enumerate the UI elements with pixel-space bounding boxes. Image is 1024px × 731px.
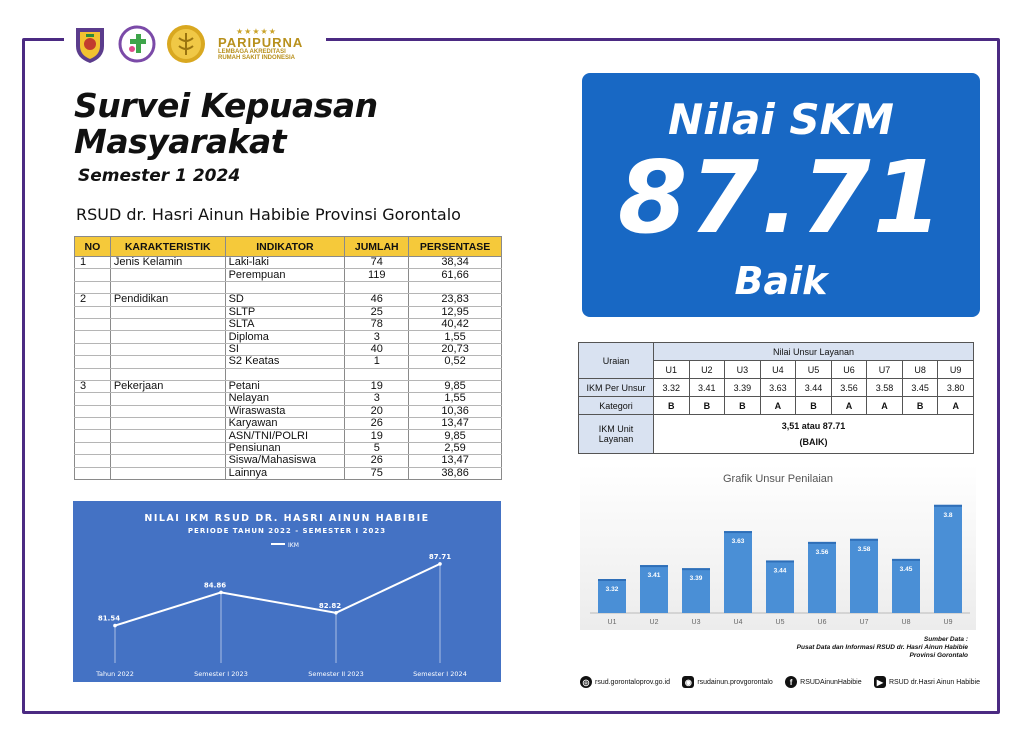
footer-facebook-text: RSUDAinunHabibie <box>800 678 862 686</box>
paripurna-subtitle-1: LEMBAGA AKREDITASI <box>218 48 286 55</box>
cell-no: 1 <box>75 257 111 269</box>
kategori-value: B <box>725 397 761 415</box>
cell-jumlah: 75 <box>345 467 409 479</box>
cell-no <box>75 418 111 430</box>
table-row <box>75 393 502 405</box>
skm-label: Nilai SKM <box>668 95 894 144</box>
x-tick-label: U9 <box>943 619 953 626</box>
ikm-unit-label-2: Layanan <box>598 434 634 444</box>
cell-jumlah: 19 <box>345 380 409 392</box>
footer-youtube[interactable] <box>874 676 980 688</box>
cell-persentase: 9,85 <box>409 380 502 392</box>
table-row <box>75 380 502 392</box>
cell-indikator: Perempuan <box>225 269 345 281</box>
cell-jumlah: 26 <box>345 455 409 467</box>
bar <box>934 505 962 613</box>
cell-indikator: Pensiunan <box>225 442 345 454</box>
cell-no <box>75 467 111 479</box>
cell-no <box>75 455 111 467</box>
paripurna-title: PARIPURNA <box>218 34 304 50</box>
cell-jumlah: 20 <box>345 405 409 417</box>
footer-instagram-text: rsudainun.provgorontalo <box>697 678 773 686</box>
source-line-3: Provinsi Gorontalo <box>909 652 968 659</box>
cell-persentase: 38,34 <box>409 257 502 269</box>
cell-persentase: 20,73 <box>409 343 502 355</box>
ikm-value: 3.63 <box>760 379 796 397</box>
unit-header: U2 <box>689 361 725 379</box>
cell-jumlah <box>345 281 409 293</box>
cell-persentase: 9,85 <box>409 430 502 442</box>
ikm-value: 3.45 <box>902 379 938 397</box>
bar-top <box>850 539 878 541</box>
cell-indikator <box>225 368 345 380</box>
ikm-unit-label-1: IKM Unit <box>598 424 634 434</box>
bar-top <box>934 505 962 507</box>
paripurna-badge <box>218 28 303 61</box>
footer-links <box>580 676 980 688</box>
logo-bar <box>72 22 303 66</box>
x-tick-label: U1 <box>607 619 617 626</box>
table-row <box>75 467 502 479</box>
youtube-icon: ▶ <box>874 676 886 688</box>
x-tick-label: U7 <box>859 619 869 626</box>
bar-value-label: 3.45 <box>899 565 913 573</box>
table-row <box>75 294 502 306</box>
ikm-unit-score: 3,51 atau 87.71 <box>781 421 846 431</box>
cell-no <box>75 442 111 454</box>
unsur-group-header: Nilai Unsur Layanan <box>654 343 974 361</box>
ikm-unit-label <box>579 415 654 454</box>
bar-top <box>724 531 752 533</box>
cell-jumlah: 1 <box>345 356 409 368</box>
ikm-value: 3.56 <box>831 379 867 397</box>
table-row <box>75 331 502 343</box>
cell-jumlah: 3 <box>345 331 409 343</box>
chart-subtitle: PERIODE TAHUN 2022 - SEMESTER I 2023 <box>187 527 387 535</box>
cell-karakteristik <box>110 467 225 479</box>
cell-persentase: 23,83 <box>409 294 502 306</box>
cell-indikator: Karyawan <box>225 418 345 430</box>
bar-top <box>892 559 920 561</box>
hospital-logo-icon <box>118 25 156 63</box>
cell-persentase: 61,66 <box>409 269 502 281</box>
unit-header: U9 <box>938 361 974 379</box>
data-label: 82.82 <box>318 601 342 610</box>
source-line-2: Pusat Data dan Informasi RSUD dr. Hasri Ainun Habibie <box>796 644 968 651</box>
cell-indikator: Siswa/Mahasiswa <box>225 455 345 467</box>
cell-indikator: SI <box>225 343 345 355</box>
unit-header: U8 <box>902 361 938 379</box>
footer-website[interactable] <box>580 676 670 688</box>
ikm-value: 3.44 <box>796 379 832 397</box>
ikm-unit-value <box>654 415 974 454</box>
table-row <box>75 430 502 442</box>
table-row <box>75 257 502 269</box>
cell-indikator: SD <box>225 294 345 306</box>
kategori-label: Kategori <box>579 397 654 415</box>
cell-no <box>75 393 111 405</box>
x-tick-label: Tahun 2022 <box>96 670 134 678</box>
cell-jumlah: 46 <box>345 294 409 306</box>
cell-no <box>75 430 111 442</box>
col-header-indikator: INDIKATOR <box>225 237 345 257</box>
cell-jumlah: 19 <box>345 430 409 442</box>
cell-indikator: Laki-laki <box>225 257 345 269</box>
cell-persentase: 0,52 <box>409 356 502 368</box>
bar-top <box>808 542 836 544</box>
respondent-table <box>74 236 502 480</box>
data-label: 84.86 <box>203 581 227 590</box>
cell-no: 3 <box>75 380 111 392</box>
bar-value-label: 3.56 <box>815 548 829 556</box>
cell-no: 2 <box>75 294 111 306</box>
globe-icon: ◎ <box>580 676 592 688</box>
skm-value: 87.71 <box>617 139 945 256</box>
cell-persentase: 13,47 <box>409 418 502 430</box>
bar-chart-title: Grafik Unsur Penilaian <box>722 473 834 485</box>
cell-no <box>75 306 111 318</box>
legend-label: IKM <box>288 542 299 549</box>
respondent-table-header <box>75 237 502 257</box>
cell-indikator <box>225 281 345 293</box>
uraian-header: Uraian <box>579 343 654 379</box>
cell-karakteristik <box>110 318 225 330</box>
x-tick-label: U4 <box>733 619 743 626</box>
unit-header: U1 <box>654 361 690 379</box>
bar-top <box>682 568 710 570</box>
col-header-jumlah: JUMLAH <box>345 237 409 257</box>
ikm-value: 3.39 <box>725 379 761 397</box>
cell-karakteristik <box>110 281 225 293</box>
cell-karakteristik: Jenis Kelamin <box>110 257 225 269</box>
paripurna-stars: ★★★★★ <box>236 26 277 36</box>
x-tick-label: U6 <box>817 619 827 626</box>
kategori-value: B <box>689 397 725 415</box>
cell-jumlah: 26 <box>345 418 409 430</box>
cell-karakteristik <box>110 269 225 281</box>
cell-karakteristik <box>110 418 225 430</box>
col-header-no: NO <box>75 237 111 257</box>
cell-indikator: Lainnya <box>225 467 345 479</box>
title-line-1: Survei Kepuasan <box>74 86 378 125</box>
cell-no <box>75 331 111 343</box>
unsur-table <box>578 342 974 454</box>
data-point <box>113 624 117 628</box>
bar-value-label: 3.58 <box>857 545 871 553</box>
skm-card <box>582 73 980 317</box>
x-tick-label: U3 <box>691 619 701 626</box>
x-tick-label: Semester I 2024 <box>413 670 467 678</box>
cell-karakteristik: Pendidikan <box>110 294 225 306</box>
title-line-2: Masyarakat <box>74 122 287 161</box>
bar-top <box>640 565 668 567</box>
unit-header: U3 <box>725 361 761 379</box>
cell-karakteristik <box>110 393 225 405</box>
unsur-bar-svg <box>580 464 976 630</box>
table-row <box>75 306 502 318</box>
cell-persentase: 12,95 <box>409 306 502 318</box>
cell-no <box>75 281 111 293</box>
x-tick-label: Semester I 2023 <box>194 670 248 678</box>
cell-indikator: Diploma <box>225 331 345 343</box>
unsur-bar-chart <box>580 464 976 630</box>
cell-karakteristik <box>110 405 225 417</box>
bar-value-label: 3.41 <box>647 572 661 580</box>
lams-seal-icon <box>166 24 206 64</box>
table-row <box>75 455 502 467</box>
semester-label: Semester 1 2024 <box>78 166 241 186</box>
cell-indikator: Petani <box>225 380 345 392</box>
cell-karakteristik: Pekerjaan <box>110 380 225 392</box>
x-tick-label: U5 <box>775 619 785 626</box>
ikm-series-line <box>115 564 440 626</box>
cell-karakteristik <box>110 455 225 467</box>
unit-header: U4 <box>760 361 796 379</box>
cell-karakteristik <box>110 442 225 454</box>
cell-persentase: 13,47 <box>409 455 502 467</box>
ikm-value: 3.80 <box>938 379 974 397</box>
table-row <box>75 269 502 281</box>
cell-karakteristik <box>110 356 225 368</box>
page-title <box>74 88 378 160</box>
cell-jumlah: 40 <box>345 343 409 355</box>
cell-no <box>75 343 111 355</box>
cell-no <box>75 356 111 368</box>
table-row <box>75 405 502 417</box>
data-point <box>438 562 442 566</box>
data-point <box>334 611 338 615</box>
bar-value-label: 3.8 <box>943 511 953 519</box>
cell-karakteristik <box>110 430 225 442</box>
instagram-icon: ◉ <box>682 676 694 688</box>
cell-karakteristik <box>110 331 225 343</box>
cell-karakteristik <box>110 306 225 318</box>
unit-header: U5 <box>796 361 832 379</box>
unit-header: U7 <box>867 361 903 379</box>
footer-website-text: rsud.gorontaloprov.go.id <box>595 678 670 686</box>
kategori-value: A <box>938 397 974 415</box>
data-label: 87.71 <box>428 552 452 561</box>
ikm-trend-chart <box>73 501 501 682</box>
cell-jumlah: 78 <box>345 318 409 330</box>
cell-persentase: 38,86 <box>409 467 502 479</box>
bar-value-label: 3.39 <box>689 575 703 583</box>
kategori-value: A <box>831 397 867 415</box>
hospital-name: RSUD dr. Hasri Ainun Habibie Provinsi Gorontalo <box>76 205 461 224</box>
chart-title: NILAI IKM RSUD DR. HASRI AINUN HABIBIE <box>144 513 430 524</box>
cell-indikator: Wiraswasta <box>225 405 345 417</box>
kategori-value: B <box>796 397 832 415</box>
bar <box>598 579 626 613</box>
bar-top <box>766 560 794 562</box>
cell-indikator: ASN/TNI/POLRI <box>225 430 345 442</box>
cell-karakteristik <box>110 343 225 355</box>
ikm-unit-category: (BAIK) <box>799 437 828 447</box>
ikm-value: 3.32 <box>654 379 690 397</box>
bar-value-label: 3.44 <box>773 567 787 575</box>
col-header-karakteristik: KARAKTERISTIK <box>110 237 225 257</box>
bar-value-label: 3.32 <box>605 586 619 593</box>
cell-indikator: SLTA <box>225 318 345 330</box>
footer-instagram[interactable] <box>682 676 773 688</box>
table-row <box>75 418 502 430</box>
cell-persentase: 40,42 <box>409 318 502 330</box>
kategori-value: A <box>867 397 903 415</box>
cell-jumlah: 74 <box>345 257 409 269</box>
cell-persentase: 10,36 <box>409 405 502 417</box>
cell-no <box>75 368 111 380</box>
table-row <box>75 442 502 454</box>
data-label: 81.54 <box>97 614 121 623</box>
col-header-persentase: PERSENTASE <box>409 237 502 257</box>
kategori-value: A <box>760 397 796 415</box>
data-point <box>219 591 223 595</box>
cell-indikator: S2 Keatas <box>225 356 345 368</box>
cell-persentase: 2,59 <box>409 442 502 454</box>
footer-youtube-text: RSUD dr.Hasri Ainun Habibie <box>888 678 980 686</box>
kategori-value: B <box>902 397 938 415</box>
province-emblem-icon <box>72 24 108 64</box>
skm-category: Baik <box>734 259 828 303</box>
x-tick-label: U2 <box>649 619 659 626</box>
table-row <box>75 281 502 293</box>
source-line-1: Sumber Data : <box>923 636 968 643</box>
source-note <box>760 636 968 660</box>
cell-jumlah: 25 <box>345 306 409 318</box>
cell-persentase <box>409 281 502 293</box>
cell-jumlah <box>345 368 409 380</box>
ikm-value: 3.58 <box>867 379 903 397</box>
bar-value-label: 3.63 <box>731 538 745 546</box>
bar-top <box>598 579 626 581</box>
cell-karakteristik <box>110 368 225 380</box>
cell-indikator: Nelayan <box>225 393 345 405</box>
x-tick-label: Semester II 2023 <box>308 670 364 678</box>
cell-persentase: 1,55 <box>409 393 502 405</box>
cell-jumlah: 5 <box>345 442 409 454</box>
cell-no <box>75 405 111 417</box>
kategori-value: B <box>654 397 690 415</box>
table-row <box>75 318 502 330</box>
cell-jumlah: 119 <box>345 269 409 281</box>
paripurna-subtitle-2: RUMAH SAKIT INDONESIA <box>218 54 296 61</box>
ikm-trend-svg <box>73 501 501 682</box>
table-row <box>75 343 502 355</box>
cell-indikator: SLTP <box>225 306 345 318</box>
cell-no <box>75 318 111 330</box>
facebook-icon: f <box>785 676 797 688</box>
cell-persentase: 1,55 <box>409 331 502 343</box>
cell-jumlah: 3 <box>345 393 409 405</box>
cell-no <box>75 269 111 281</box>
table-row <box>75 356 502 368</box>
table-row <box>75 368 502 380</box>
footer-facebook[interactable] <box>785 676 861 688</box>
ikm-value: 3.41 <box>689 379 725 397</box>
x-tick-label: U8 <box>901 619 911 626</box>
unit-header: U6 <box>831 361 867 379</box>
cell-persentase <box>409 368 502 380</box>
ikm-per-unsur-label: IKM Per Unsur <box>579 379 654 397</box>
